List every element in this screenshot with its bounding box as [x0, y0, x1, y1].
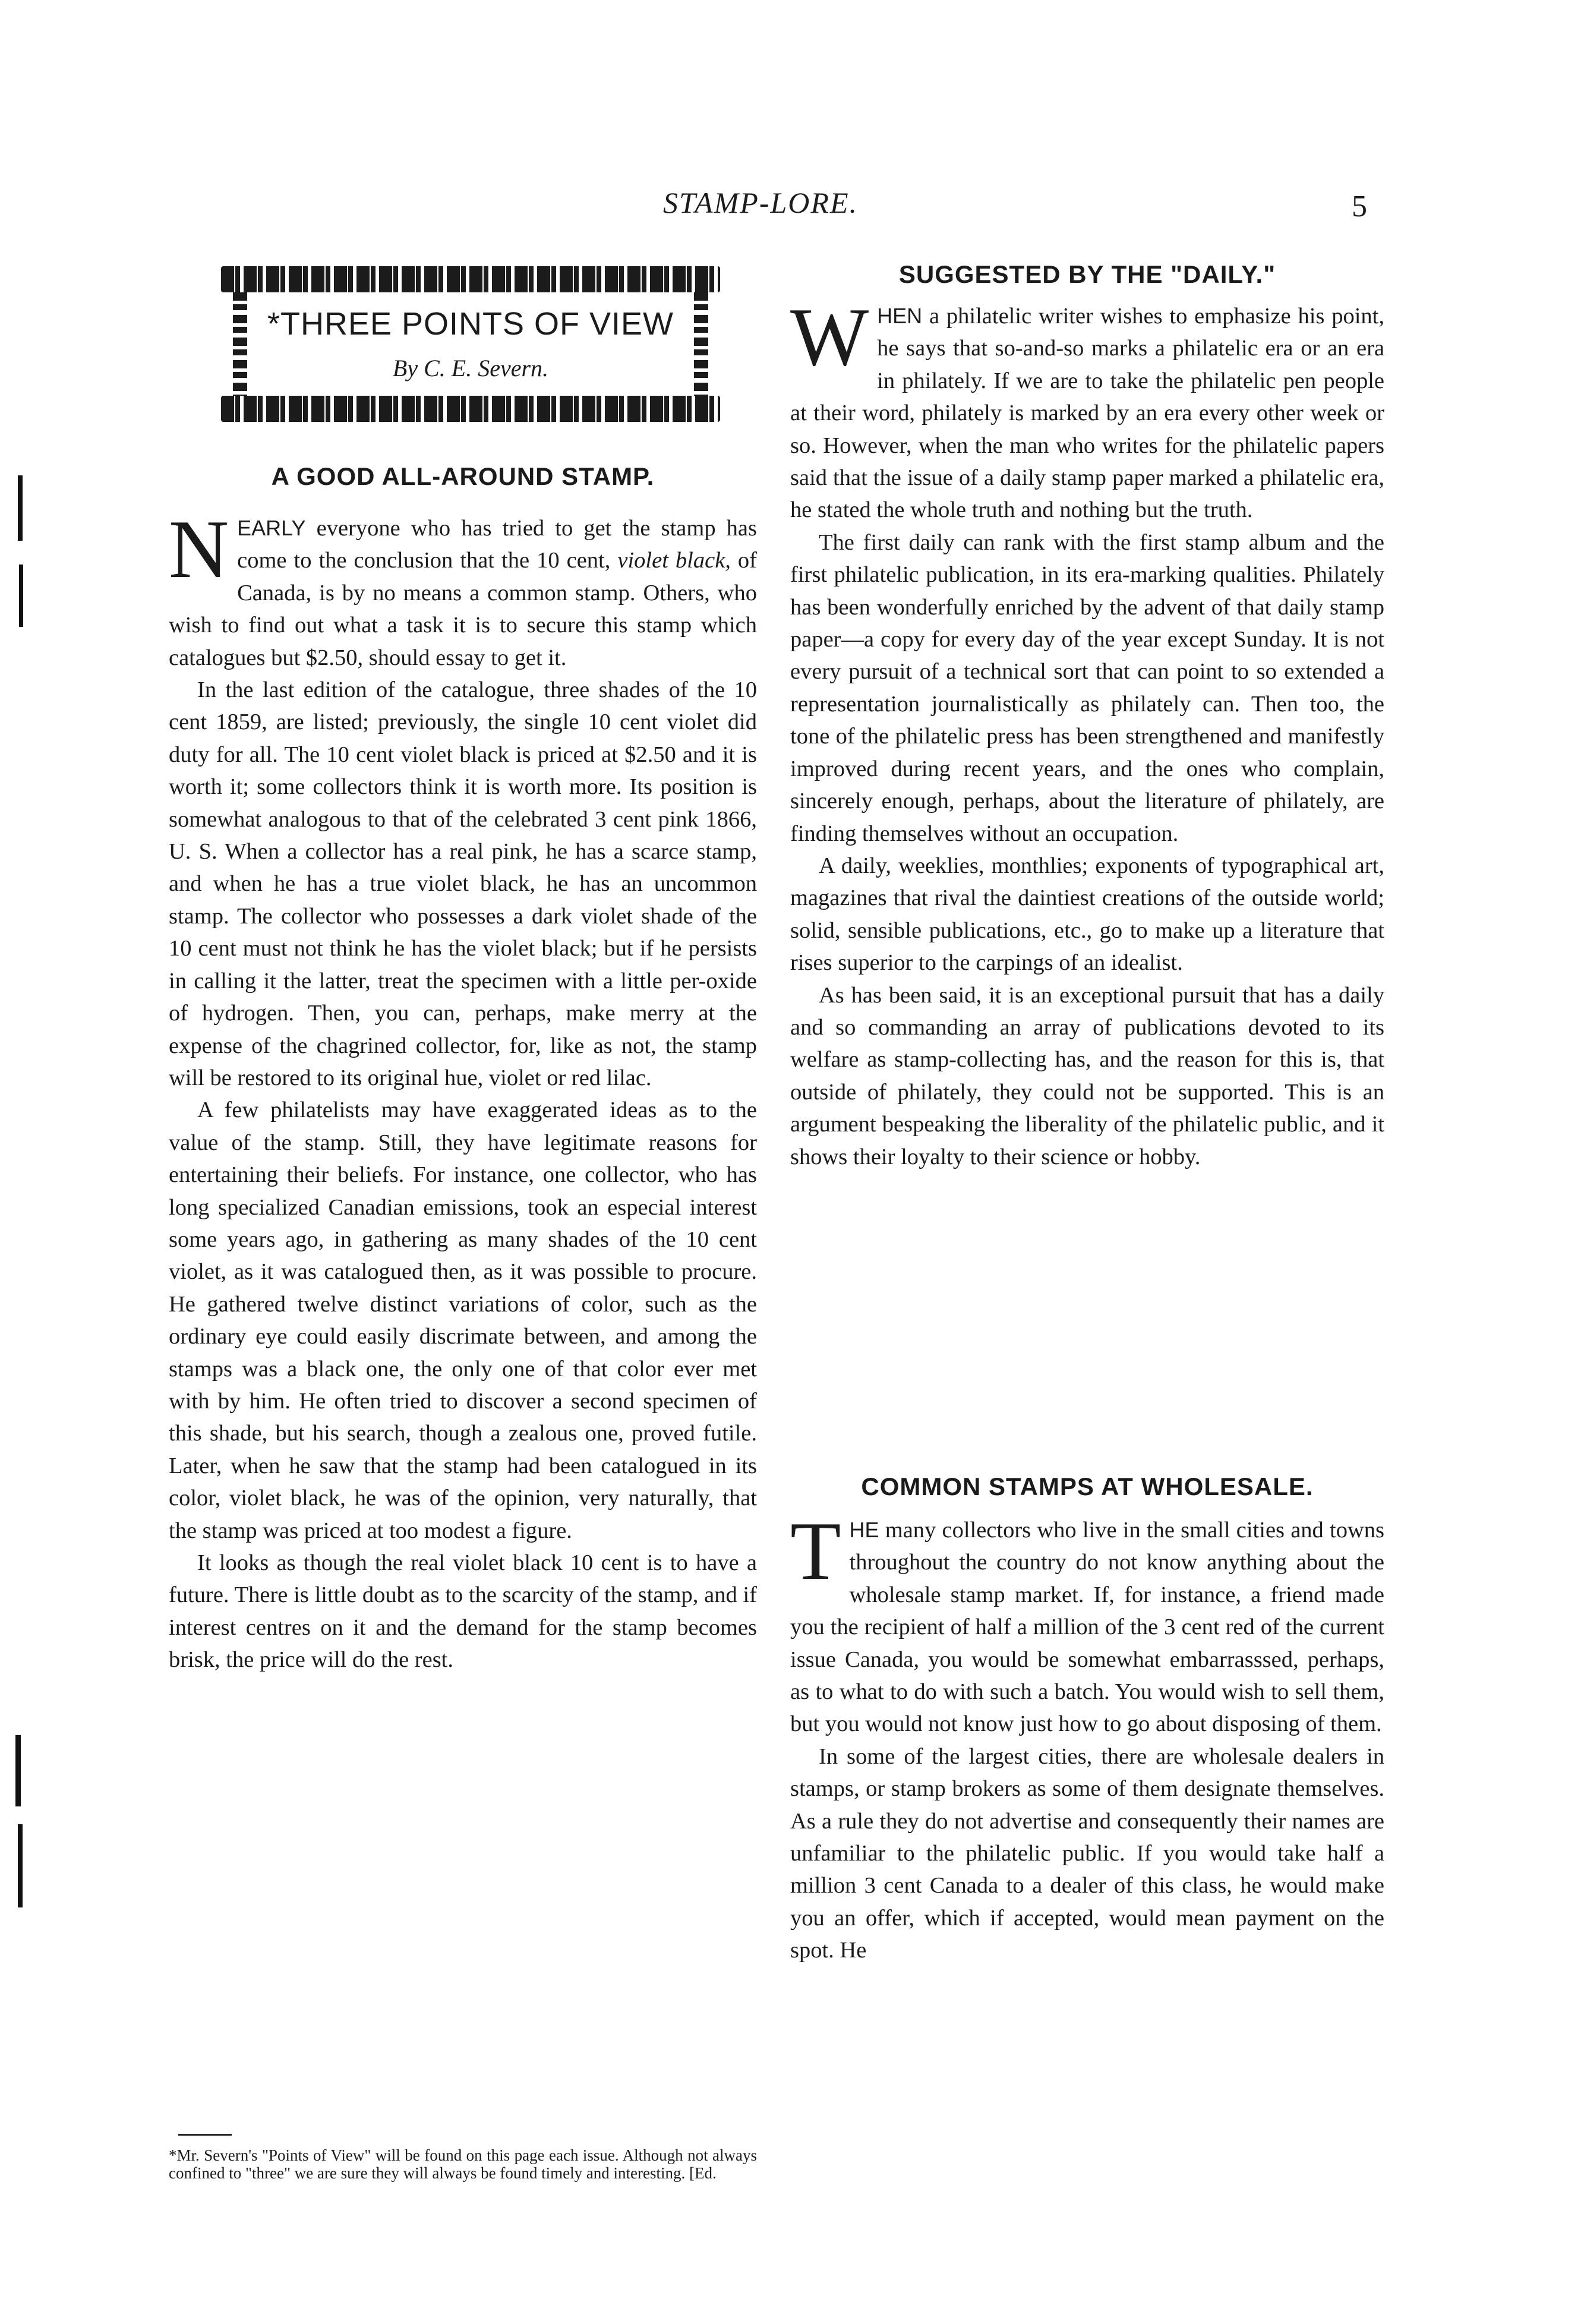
ornament-border-right — [694, 292, 708, 396]
drop-cap: W — [790, 291, 869, 383]
title-ornament-box — [221, 266, 720, 422]
paragraph: A few philatelists may have exaggerated ideas as to the value of the stamp. Still, they have legitimate reasons for entertaining their beliefs. For instance, one collector, who has long specialized Canadian emissions, took an especial interest some years ago, in gathering as many shades of the 10 cent violet, as it was catalogued then, as it was possible to procure. He gathered twelve distinct variations of color, such as the ordinary eye could easily discrimate between, and among the stamps was a black one, the only one of that color ever met with by him. He often tried to discover a second specimen of this shade, but his search, though a zealous one, proved futile. Later, when he saw that the stamp had been catalogued in its color, violet black, he was of the opinion, very naturally, that the stamp was priced at too modest a figure. — [169, 1098, 757, 1543]
page-number: 5 — [1352, 190, 1367, 223]
ornament-border-top — [221, 266, 720, 292]
paragraph — [790, 1505, 1384, 1740]
lead-word: HE — [849, 1518, 879, 1542]
lead-word: EARLY — [237, 516, 306, 540]
paragraph-text: a philatelic writer wishes to emphasize his point, he says that so-and-so marks a philatelic era or an era in philately. If we are to take the philatelic pen people at their word, philately is marked by an era every other week or so. However, when the man who writes for the philatelic papers said that the issue of a daily stamp paper marked a philatelic era, he stated the whole truth and nothing but the truth. — [790, 304, 1384, 523]
paragraph — [790, 291, 1384, 526]
column-title: *THREE POINTS OF VIEW — [267, 306, 674, 342]
ornament-border-left — [233, 292, 247, 396]
paragraph: In the last edition of the catalogue, three shades of the 10 cent 1859, are listed; previously, the single 10 cent violet did duty for all. The 10 cent violet black is priced at $2.50 and it is worth it; some collectors think it is worth more. Its position is somewhat analogous to that of the celebrated 3 cent pink 1866, U. S. When a collector has a real pink, he has a scarce stamp, and when he has a true violet black, he has an uncommon stamp. The collector who possesses a dark violet shade of the 10 cent must not think he has the violet black; but if he persists in calling it the latter, treat the specimen with a little per-oxide of hydrogen. Then, you can, perhaps, make merry at the expense of the chagrined collector, for, like as not, the stamp will be restored to its original hue, violet or red lilac. — [169, 677, 757, 1090]
section-heading: A GOOD ALL-AROUND STAMP. — [271, 462, 655, 490]
paragraph: A daily, weeklies, monthlies; exponents of typographical art, magazines that rival the daintiest creations of the outside world; solid, sensible publications, etc., go to make up a literature that rises superior to the carpings of an idealist. — [790, 853, 1384, 976]
scan-mark — [15, 1735, 21, 1806]
paragraph-text: of Canada, is by no means a common stamp. Others, who wish to find out what a task it is to secure this stamp which catalogues but $2.50, should essay to get it. — [169, 548, 758, 670]
scan-mark — [18, 1824, 23, 1907]
paragraph: The first daily can rank with the first stamp album and the first philatelic publication, in its era-marking qualities. Philately has been wonderfully enriched by the advent of that daily stamp paper—a copy for every day of the year except Sunday. It is not every pursuit of a technical sort that can point to so extended a representation journalistically as philately can. Then too, the tone of the philatelic press has been strengthened and manifestly improved during recent years, and the ones who complain, sincerely enough, perhaps, about the literature of philately, are finding themselves without an occupation. — [790, 529, 1384, 846]
footnote: *Mr. Severn's "Points of View" will be found on this page each issue. Although not always confined to "three" we are sure they will always be found timely and interesting. [Ed. — [169, 2146, 757, 2182]
lead-word: HEN — [877, 304, 923, 328]
italic-phrase: violet black, — [617, 548, 731, 573]
paragraph: It looks as though the real violet black 10 cent is to have a future. There is little doubt as to the scarcity of the stamp, and if interest centres on it and the demand for the stamp becomes brisk, the price will do the rest. — [169, 1550, 757, 1673]
section-heading: COMMON STAMPS AT WHOLESALE. — [861, 1472, 1314, 1500]
drop-cap: N — [169, 503, 229, 595]
drop-cap: T — [790, 1505, 841, 1597]
left-column-text — [169, 503, 758, 1676]
paragraph-text: many collectors who live in the small cities and towns throughout the country do not know anything about the wholesale stamp market. If, for instance, a friend made you the recipient of half a million of the 3 cent red of the current issue Canada, you would be somewhat embarrasssed, perhaps, as to what to do with such a batch. You would wish to sell them, but you would not know just how to go about disposing of them. — [790, 1518, 1384, 1737]
scan-mark — [19, 565, 23, 627]
paragraph: As has been said, it is an exceptional pursuit that has a daily and so commanding an array of publications devoted to its welfare as stamp-collecting has, and the reason for this is, that outside of philately, they could not be supported. This is an argument bespeaking the liberality of the philatelic public, and it shows their loyalty to their science or hobby. — [790, 982, 1384, 1169]
byline: By C. E. Severn. — [392, 355, 549, 381]
footnote-rule — [178, 2134, 232, 2136]
paragraph — [169, 503, 758, 674]
right-column-text-lower — [790, 1505, 1384, 1967]
ornament-border-bottom — [221, 396, 720, 422]
scan-mark — [18, 475, 23, 541]
paragraph: In some of the largest cities, there are wholesale dealers in stamps, or stamp brokers as some of them designate themselves. As a rule they do not advertise and consequently their names are unfamiliar to the philatelic public. If you would take half a million 3 cent Canada to a dealer of this class, he would make you an offer, which if accepted, would mean payment on the spot. He — [790, 1743, 1384, 1963]
right-column-text-upper — [790, 291, 1384, 1173]
paragraph-text: everyone who has tried to get the stamp has come to the conclusion that the 10 cent, — [237, 516, 757, 573]
running-title: STAMP-LORE. — [663, 186, 858, 219]
section-heading: SUGGESTED BY THE "DAILY." — [898, 260, 1276, 288]
